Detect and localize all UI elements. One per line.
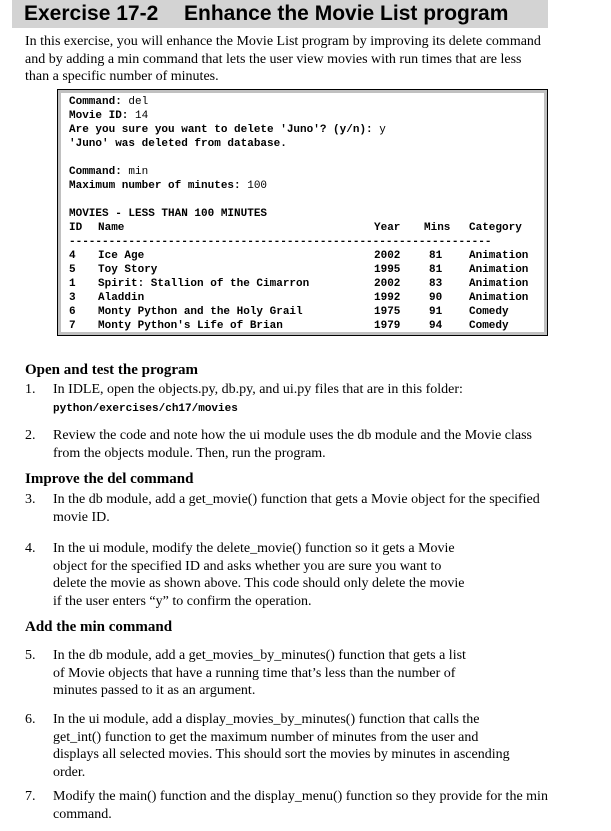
- cell-id: 1: [69, 278, 76, 290]
- console-line: [69, 123, 386, 137]
- col-year-header: Year: [374, 222, 401, 234]
- section-heading-open: Open and test the program: [25, 362, 199, 378]
- cell-year: 1979: [374, 320, 401, 332]
- cell-year: 1995: [374, 264, 401, 276]
- cell-category: Comedy: [469, 306, 509, 318]
- step-number: 1.: [25, 382, 36, 397]
- console-input: 14: [135, 110, 149, 122]
- exercise-title: Enhance the Movie List program: [184, 2, 509, 25]
- cell-mins: 90: [429, 292, 443, 304]
- cell-year: 2002: [374, 250, 401, 262]
- cell-name: Ice Age: [98, 250, 145, 262]
- step-text: In the db module, add a get_movie() function that gets a Movie object for the specified movie ID.: [53, 492, 540, 525]
- cell-id: 5: [69, 264, 76, 276]
- cell-id: 3: [69, 292, 76, 304]
- console-prompt: Movie ID:: [69, 110, 136, 122]
- console-line: [69, 109, 148, 123]
- cell-category: Animation: [469, 278, 529, 290]
- section-heading-min: Add the min command: [25, 619, 173, 635]
- cell-year: 2002: [374, 278, 401, 290]
- console-line: [69, 165, 148, 179]
- console-line: [69, 137, 287, 151]
- console-prompt: Maximum number of minutes:: [69, 180, 248, 192]
- step-text: Modify the main() function and the display_menu() function so they provide for the min command.: [53, 789, 548, 822]
- cell-mins: 91: [429, 306, 443, 318]
- console-prompt: Command:: [69, 166, 129, 178]
- col-mins-header: Mins: [424, 222, 451, 234]
- cell-id: 4: [69, 250, 76, 262]
- step-text: Review the code and note how the ui module uses the db module and the Movie class from the objects module. Then, run the program.: [53, 428, 533, 461]
- cell-id: 7: [69, 320, 76, 332]
- console-message: 'Juno' was deleted from database.: [69, 138, 287, 150]
- cell-mins: 83: [429, 278, 443, 290]
- console-line: [69, 179, 267, 193]
- cell-name: Spirit: Stallion of the Cimarron: [98, 278, 310, 290]
- cell-name: Toy Story: [98, 264, 158, 276]
- cell-name: Monty Python and the Holy Grail: [98, 306, 303, 318]
- step-number: 7.: [25, 789, 36, 804]
- exercise-number: Exercise 17-2: [24, 2, 159, 25]
- cell-id: 6: [69, 306, 76, 318]
- section-heading-del: Improve the del command: [25, 471, 194, 487]
- step-1-text: In IDLE, open the objects.py, db.py, and ui.py files that are in this folder:: [53, 382, 463, 397]
- step-number: 4.: [25, 541, 36, 556]
- cell-name: Aladdin: [98, 292, 145, 304]
- step-text: In the db module, add a get_movies_by_minutes() function that gets a list of Movie objects that have a running time that’s less than the number of minutes passed to it as an argument.: [53, 648, 466, 698]
- cell-category: Animation: [469, 264, 529, 276]
- cell-name: Monty Python's Life of Brian: [98, 320, 283, 332]
- cell-mins: 81: [429, 264, 443, 276]
- console-prompt: Are you sure you want to delete 'Juno'? (y/n):: [69, 124, 380, 136]
- step-number: 5.: [25, 648, 36, 663]
- table-title: MOVIES - LESS THAN 100 MINUTES: [69, 208, 268, 220]
- cell-mins: 81: [429, 250, 443, 262]
- step-text: [53, 381, 558, 418]
- cell-category: Animation: [469, 250, 529, 262]
- step-number: 2.: [25, 428, 36, 443]
- console-input: 100: [247, 180, 268, 192]
- step-number: 6.: [25, 712, 36, 727]
- step-number: 3.: [25, 492, 36, 507]
- console-input: del: [128, 96, 149, 108]
- console-line: [69, 95, 148, 109]
- table-separator: ----------------------------------------------------------------: [69, 236, 492, 248]
- cell-year: 1992: [374, 292, 401, 304]
- console-input: y: [379, 124, 386, 136]
- cell-year: 1975: [374, 306, 401, 318]
- console-prompt: Command:: [69, 96, 129, 108]
- intro-paragraph: In this exercise, you will enhance the Movie List program by improving its delete command and by adding a min command that lets the user view movies with run times that are less than a specific number of minutes.: [25, 34, 541, 84]
- step-text: In the ui module, add a display_movies_by_minutes() function that calls the get_int() function to get the maximum number of minutes from the user and displays all selected movies. This should sort the movies by minutes in ascending order.: [53, 712, 510, 780]
- cell-category: Comedy: [469, 320, 509, 332]
- col-id-header: ID: [69, 222, 83, 234]
- col-category-header: Category: [469, 222, 522, 234]
- cell-mins: 94: [429, 320, 443, 332]
- console-output: [57, 89, 548, 336]
- step-text: In the ui module, modify the delete_movie() function so it gets a Movie object for the specified ID and asks whether you are sure you want to delete the movie as shown above. This code should only delete the movie if the user enters “y” to confirm the operation.: [53, 541, 465, 609]
- console-input: min: [128, 166, 149, 178]
- exercise-header: [12, 0, 548, 28]
- col-name-header: Name: [98, 222, 125, 234]
- cell-category: Animation: [469, 292, 529, 304]
- folder-path: python/exercises/ch17/movies: [53, 402, 238, 415]
